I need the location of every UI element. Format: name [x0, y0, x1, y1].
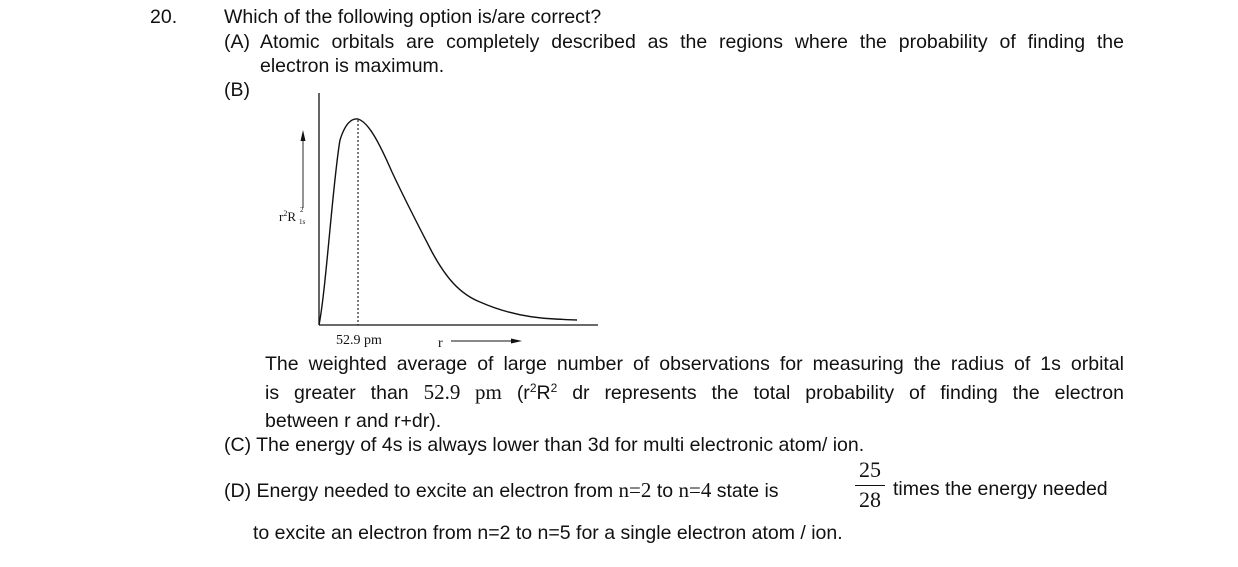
y-axis-label: $r^2R$ 2 1s [279, 206, 306, 226]
question-stem: Which of the following option is/are correct? [224, 6, 602, 28]
x-arrow-head [511, 339, 522, 344]
option-a-label: (A) [224, 31, 250, 53]
option-a-line2: electron is maximum. [260, 55, 445, 77]
question-number: 20. [150, 6, 178, 28]
option-c-text: (C) The energy of 4s is always lower than 3d for multi electronic atom/ ion. [224, 434, 865, 456]
y-arrow-head [301, 130, 306, 141]
x-axis-label: r [438, 336, 443, 351]
option-b-para-line3: between r and r+dr). [265, 410, 442, 432]
option-a-line1: Atomic orbitals are completely described as the regions where the probability of finding the [260, 31, 1124, 53]
fraction-numerator: 25 [859, 457, 881, 482]
option-b-label: (B) [224, 79, 250, 101]
peak-value-label: 52.9 pm [336, 333, 382, 348]
option-d-line1-tail: times the energy needed [893, 478, 1108, 500]
fraction-denominator: 28 [859, 487, 881, 512]
option-d-line2: to excite an electron from n=2 to n=5 for a single electron atom / ion. [253, 522, 843, 544]
energy-ratio-fraction [855, 457, 885, 513]
option-b-para-line1: The weighted average of large number of observations for measuring the radius of 1s orbital [265, 353, 1124, 375]
fraction-bar [855, 485, 885, 486]
option-d-line1: (D) Energy needed to excite an electron from n=2 to n=4 state is [224, 478, 779, 502]
option-b-para-line2: is greater than 52.9 pm ($r^2R^2$ dr represents the total probability of finding the electron [265, 380, 1124, 404]
